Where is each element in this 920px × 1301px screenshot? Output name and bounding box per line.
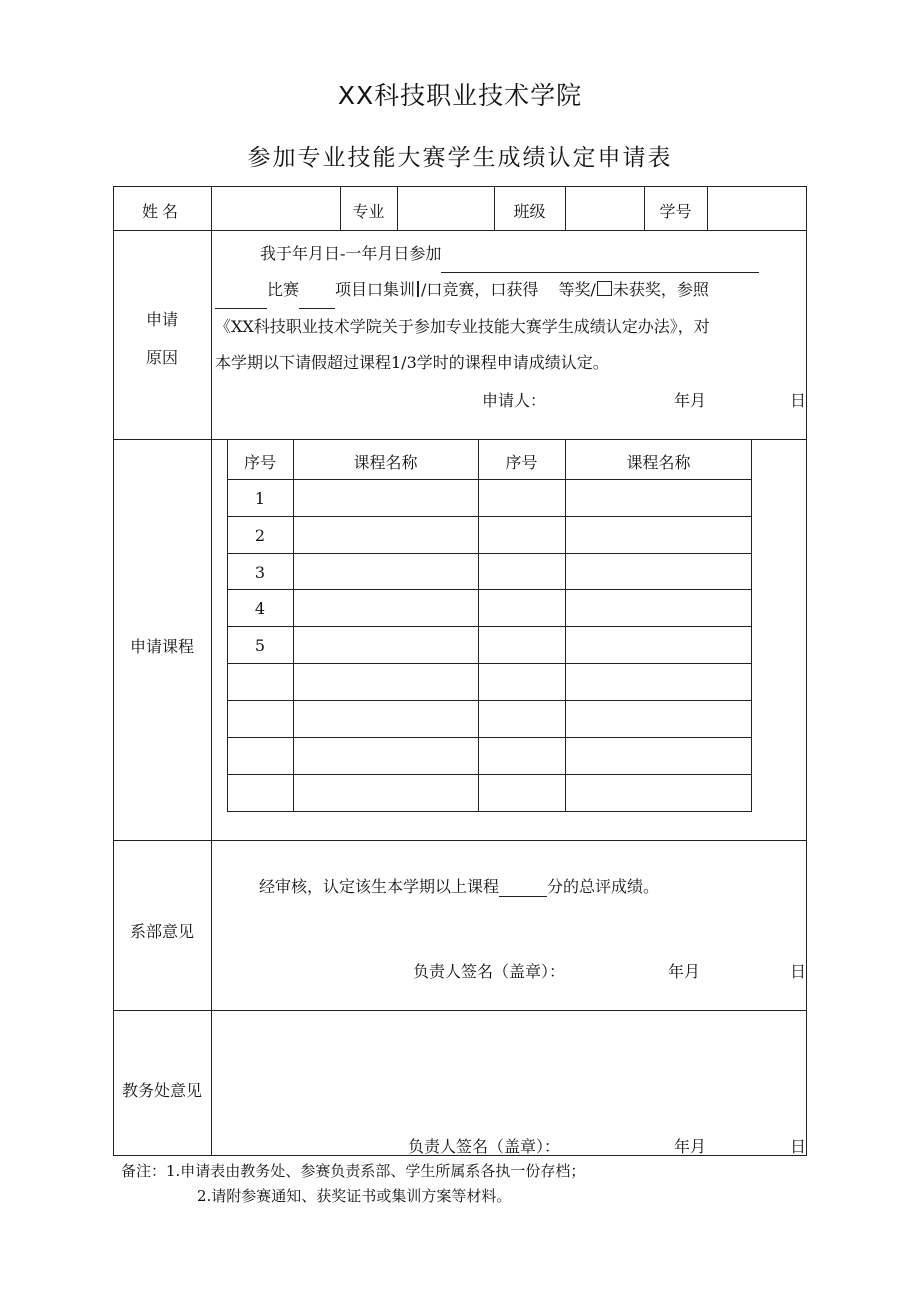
info-divider [707,186,708,230]
courses-row-divider [227,700,752,701]
applicant-year-month: 年月 [674,391,707,410]
note-line1: 备注：1.申请表由教务处、参赛负责系部、学生所属系各执一份存档； [121,1162,586,1180]
reason-label-line2: 原因 [145,348,178,367]
class-field[interactable] [568,199,642,219]
department-label: 系部意见 [129,922,194,941]
note-line2: 2.请附参赛通知、获奖证书或集训方案等材料。 [197,1187,512,1205]
name-label: 姓名 [141,202,182,221]
reason-text-level: 等奖/ [558,280,596,299]
department-text [259,874,659,897]
info-divider [397,186,398,230]
cursor-bar-icon [417,281,419,297]
project-blank[interactable] [299,272,335,309]
major-field[interactable] [400,199,492,219]
courses-row-divider [227,663,752,664]
document-subtitle: 参加专业技能大赛学生成绩认定申请表 [247,145,673,171]
reason-text-award: /口竞赛，口获得 [421,280,539,299]
academic-affairs-label: 教务处意见 [121,1081,202,1100]
class-label: 班级 [513,202,546,221]
course-row-no: 5 [254,636,266,655]
student-id-field[interactable] [710,199,804,219]
info-divider [565,186,566,230]
row-divider [113,840,807,841]
course-row-no: 2 [254,526,266,545]
reason-text-competition: 比赛 [267,280,300,299]
reason-line3: 《XX科技职业技术学院关于参加专业技能大赛学生成绩认定办法》，对 [215,317,710,336]
student-id-label: 学号 [659,202,692,221]
courses-header-no: 序号 [243,453,276,472]
courses-row-divider [227,589,752,590]
courses-row-divider [227,737,752,738]
academic-affairs-year-month: 年月 [674,1137,707,1156]
academic-affairs-signature-label: 负责人签名（盖章）： [408,1137,561,1156]
name-field[interactable] [214,199,338,219]
applicant-label: 申请人： [482,391,547,410]
courses-row-divider [227,553,752,554]
competition-blank[interactable] [215,272,267,309]
label-column-divider [211,186,212,1156]
competition-name-blank[interactable] [441,236,759,273]
department-text-prefix: 经审核，认定该生本学期以上课程 [259,877,500,896]
checkbox-icon[interactable] [597,281,612,296]
reason-date-text: 我于年月日-一年月日参加 [260,244,442,263]
reason-line4: 本学期以下请假超过课程1/3学时的课程申请成绩认定。 [215,353,609,372]
courses-row-divider [227,516,752,517]
reason-text-no-award: 未获奖，参照 [612,280,709,299]
reason-label-line1: 申请 [145,310,178,329]
row-divider [113,230,807,231]
course-row-no: 1 [254,489,266,508]
courses-header-name: 课程名称 [353,453,418,472]
course-row-no: 3 [254,563,266,582]
document-title: XX科技职业技术学院 [337,81,583,110]
courses-row-divider [227,626,752,627]
reason-text-training: 项目口集训 [335,280,416,299]
department-signature-label: 负责人签名（盖章）： [413,962,566,981]
courses-header-no-2: 序号 [505,453,538,472]
courses-header-name-2: 课程名称 [626,453,691,472]
row-divider [113,1010,807,1011]
score-blank[interactable] [499,877,547,897]
department-year-month: 年月 [668,962,701,981]
courses-row-divider [227,774,752,775]
reason-line1 [215,236,800,273]
department-day: 日 [790,962,807,981]
major-label: 专业 [352,202,385,221]
reason-line2 [215,272,800,309]
applicant-day: 日 [790,391,807,410]
courses-row-divider [227,479,752,480]
courses-label: 申请课程 [129,637,194,656]
course-row-no: 4 [254,599,266,618]
academic-affairs-day: 日 [790,1137,807,1156]
department-text-suffix: 分的总评成绩。 [547,877,660,896]
